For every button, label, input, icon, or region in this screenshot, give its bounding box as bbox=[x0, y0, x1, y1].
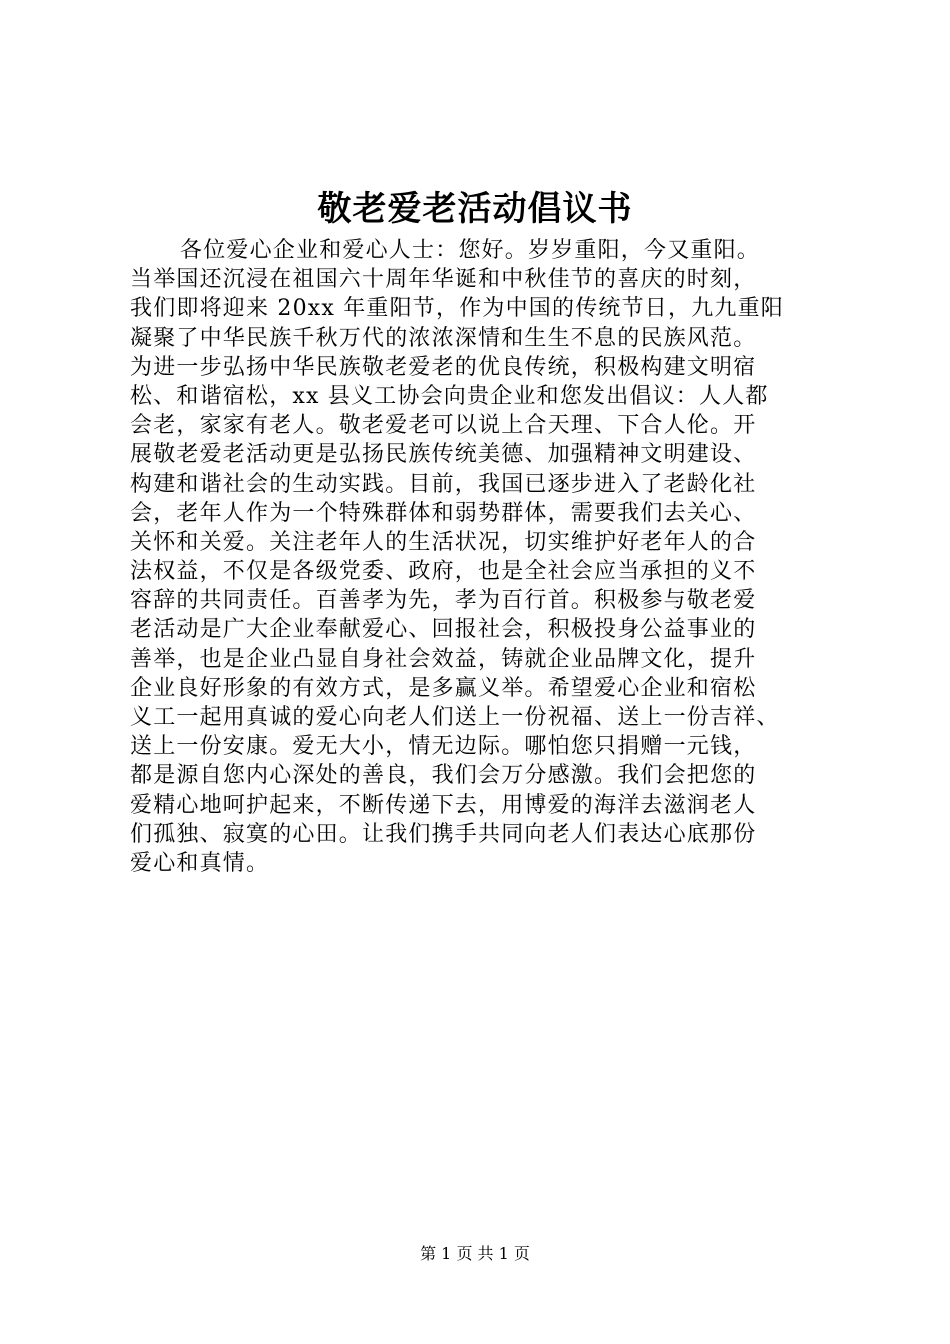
body-line: 为进一步弘扬中华民族敬老爱老的优良传统，积极构建文明宿 bbox=[130, 354, 757, 380]
body-line: 构建和谐社会的生动实践。目前，我国已逐步进入了老龄化社 bbox=[130, 471, 757, 497]
body-line: 企业良好形象的有效方式，是多赢义举。希望爱心企业和宿松 bbox=[130, 675, 757, 701]
body-line: 容辞的共同责任。百善孝为先，孝为百行首。积极参与敬老爱 bbox=[130, 588, 757, 614]
body-line: 爱精心地呵护起来，不断传递下去，用博爱的海洋去滋润老人 bbox=[130, 792, 757, 818]
body-line: 义工一起用真诚的爱心向老人们送上一份祝福、送上一份吉祥、 bbox=[130, 705, 780, 730]
body-line: 当举国还沉浸在祖国六十周年华诞和中秋佳节的喜庆的时刻， bbox=[130, 267, 757, 293]
body-line: 松、和谐宿松，xx 县义工协会向贵企业和您发出倡议：人人都 bbox=[130, 383, 769, 409]
body-line: 善举，也是企业凸显自身社会效益，铸就企业品牌文化，提升 bbox=[130, 646, 757, 672]
body-line: 法权益，不仅是各级党委、政府，也是全社会应当承担的义不 bbox=[130, 559, 757, 585]
body-line: 各位爱心企业和爱心人士：您好。岁岁重阳，今又重阳。 bbox=[180, 238, 761, 263]
body-line: 关怀和关爱。关注老年人的生活状况，切实维护好老年人的合 bbox=[130, 529, 757, 555]
document-title: 敬老爱老活动倡议书 bbox=[317, 189, 633, 229]
page-number: 第 1 页 共 1 页 bbox=[420, 1244, 530, 1263]
body-line: 会老，家家有老人。敬老爱老可以说上合天理、下合人伦。开 bbox=[130, 413, 757, 439]
body-line: 爱心和真情。 bbox=[130, 850, 270, 876]
body-line: 我们即将迎来 20xx 年重阳节，作为中国的传统节日，九九重阳 bbox=[130, 296, 784, 322]
body-line: 都是源自您内心深处的善良，我们会万分感激。我们会把您的 bbox=[130, 763, 757, 789]
document-body bbox=[130, 236, 830, 878]
body-line: 们孤独、寂寞的心田。让我们携手共同向老人们表达心底那份 bbox=[130, 821, 757, 847]
body-line: 老活动是广大企业奉献爱心、回报社会，积极投身公益事业的 bbox=[130, 617, 757, 643]
body-line: 会，老年人作为一个特殊群体和弱势群体，需要我们去关心、 bbox=[130, 500, 757, 526]
body-line: 凝聚了中华民族千秋万代的浓浓深情和生生不息的民族风范。 bbox=[130, 325, 757, 351]
body-line: 展敬老爱老活动更是弘扬民族传统美德、加强精神文明建设、 bbox=[130, 442, 757, 468]
body-line: 送上一份安康。爱无大小，情无边际。哪怕您只捐赠一元钱， bbox=[130, 734, 757, 760]
